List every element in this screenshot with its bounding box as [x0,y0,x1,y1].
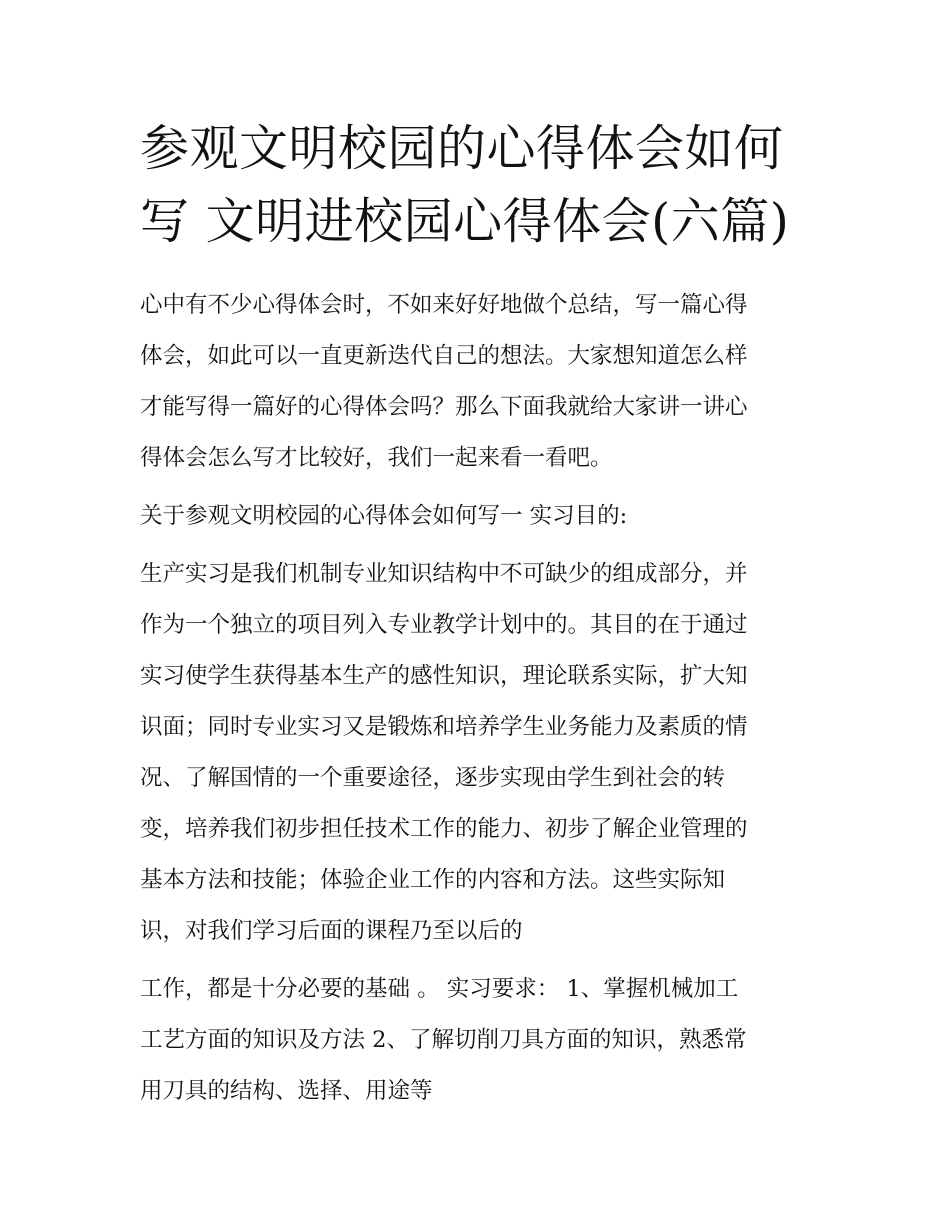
text-line: 才能写得一篇好的心得体会吗？那么下面我就给大家讲一讲心 [140,394,748,420]
text-line: 体会，如此可以一直更新迭代自己的想法。大家想知道怎么样 [140,343,748,369]
text-line: 实习使学生获得基本生产的感性知识，理论联系实际，扩大知 [140,663,748,689]
section-heading-paragraph [140,491,830,542]
purpose-paragraph [140,549,830,957]
intro-paragraph [140,280,830,484]
text-line: 况、了解国情的一个重要途径，逐步实现由学生到社会的转 [140,765,726,791]
document-title [140,112,820,258]
title-line-1: 参观文明校园的心得体会如何 [140,120,784,177]
text-line: 作为一个独立的项目列入专业教学计划中的。其目的在于通过 [140,612,748,638]
text-line: 关于参观文明校园的心得体会如何写一 实习目的: [140,503,628,529]
text-line: 基本方法和技能；体验企业工作的内容和方法。这些实际知 [140,867,726,893]
requirements-paragraph [140,964,830,1117]
title-line-2: 写 文明进校园心得体会(六篇) [140,193,790,250]
text-line: 生产实习是我们机制专业知识结构中不可缺少的组成部分，并 [140,561,748,587]
text-line: 用刀具的结构、选择、用途等 [140,1078,433,1104]
text-line: 工艺方面的知识及方法 2、了解切削刀具方面的知识，熟悉常 [140,1027,747,1053]
text-line: 识面；同时专业实习又是锻炼和培养学生业务能力及素质的情 [140,714,748,740]
text-line: 心中有不少心得体会时，不如来好好地做个总结，写一篇心得 [140,292,748,318]
text-line: 变，培养我们初步担任技术工作的能力、初步了解企业管理的 [140,816,748,842]
text-line: 识，对我们学习后面的课程乃至以后的 [140,918,523,944]
text-line: 工作，都是十分必要的基础 。 实习要求： 1、掌握机械加工 [140,976,739,1002]
text-line: 得体会怎么写才比较好，我们一起来看一看吧。 [140,445,613,471]
document-body [140,280,830,1117]
